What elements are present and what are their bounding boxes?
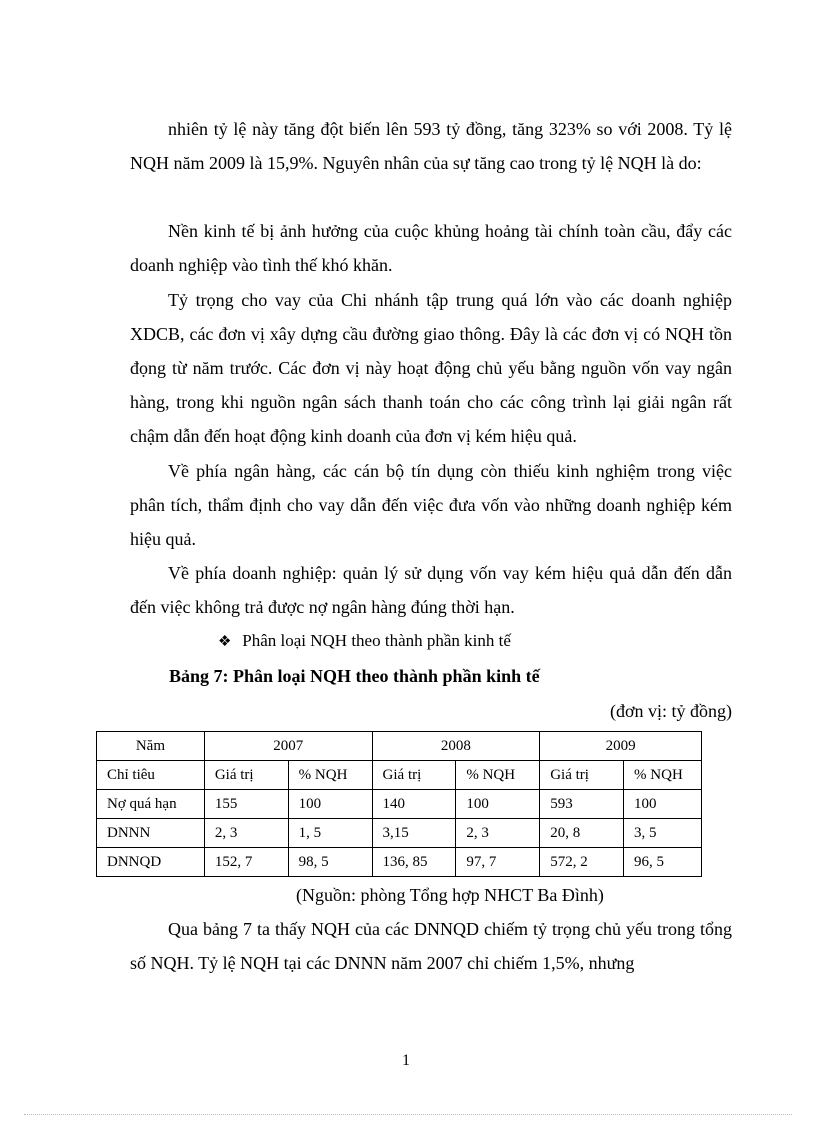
col-value: Giá trị [204,761,288,790]
table-cell: 140 [372,790,456,819]
paragraph-5: Về phía doanh nghiệp: quản lý sử dụng vốn vay kém hiệu quả dẫn đến dẫn đến việc không trả được nợ ngân hàng đúng thời hạn. [130,563,732,617]
page-number: 1 [402,1052,410,1069]
footer-divider [24,1114,792,1115]
table-row [97,819,702,848]
table-cell: 2, 3 [456,819,540,848]
table-cell: 155 [204,790,288,819]
table-cell: 3,15 [372,819,456,848]
row-label: DNNQD [97,848,205,877]
table-cell: 20, 8 [540,819,624,848]
col-pct: % NQH [456,761,540,790]
table-cell: 98, 5 [288,848,372,877]
table-row [97,790,702,819]
paragraph-1: nhiên tỷ lệ này tăng đột biến lên 593 tỷ đồng, tăng 323% so với 2008. Tỷ lệ NQH năm 2009 là 15,9%. Nguyên nhân của sự tăng cao trong tỷ lệ NQH là do: [130,119,732,173]
col-value: Giá trị [372,761,456,790]
table-header-row [97,732,702,761]
table-cell: 1, 5 [288,819,372,848]
table-cell: 152, 7 [204,848,288,877]
row-label: DNNN [97,819,205,848]
table-cell: 3, 5 [624,819,702,848]
table-cell: 100 [624,790,702,819]
col-value: Giá trị [540,761,624,790]
diamond-bullet-icon: ❖ [218,634,232,650]
data-table [96,731,702,877]
section-bullet [218,627,511,656]
bullet-text: Phân loại NQH theo thành phần kinh tế [242,631,511,650]
row-label: Nợ quá hạn [97,790,205,819]
year-2007: 2007 [204,732,372,761]
table-cell: 100 [288,790,372,819]
year-2009: 2009 [540,732,702,761]
table-cell: 100 [456,790,540,819]
table-cell: 2, 3 [204,819,288,848]
paragraph-6: Qua bảng 7 ta thấy NQH của các DNNQD chiếm tỷ trọng chủ yếu trong tổng số NQH. Tỷ lệ NQH tại các DNNN năm 2007 chỉ chiếm 1,5%, nhưng [130,919,732,973]
table-cell: 96, 5 [624,848,702,877]
table-title: Bảng 7: Phân loại NQH theo thành phần kinh tế [169,666,540,686]
paragraph-4: Về phía ngân hàng, các cán bộ tín dụng còn thiếu kinh nghiệm trong việc phân tích, thẩm định cho vay dẫn đến việc đưa vốn vào những doanh nghiệp kém hiệu quả. [130,461,732,549]
table-cell: 97, 7 [456,848,540,877]
table-cell: 572, 2 [540,848,624,877]
table-cell: 136, 85 [372,848,456,877]
col-pct: % NQH [624,761,702,790]
table-source: (Nguồn: phòng Tổng hợp NHCT Ba Đình) [296,885,604,905]
year-2008: 2008 [372,732,540,761]
table-cell: 593 [540,790,624,819]
table-subheader-row [97,761,702,790]
table-row [97,848,702,877]
header-label: Năm [97,732,205,761]
table-unit: (đơn vị: tỷ đồng) [609,701,732,721]
col-pct: % NQH [288,761,372,790]
paragraph-2: Nền kinh tế bị ảnh hưởng của cuộc khủng hoảng tài chính toàn cầu, đẩy các doanh nghiệp vào tình thế khó khăn. [130,221,732,275]
paragraph-3: Tỷ trọng cho vay của Chi nhánh tập trung quá lớn vào các doanh nghiệp XDCB, các đơn vị xây dựng cầu đường giao thông. Đây là các đơn vị có NQH tồn đọng từ năm trước. Các đơn vị này hoạt động chủ yếu bằng nguồn vốn vay ngân hàng, trong khi nguồn ngân sách thanh toán cho các công trình lại giải ngân rất chậm dẫn đến hoạt động kinh doanh của đơn vị kém hiệu quả. [130,290,732,446]
subheader-label: Chỉ tiêu [97,761,205,790]
